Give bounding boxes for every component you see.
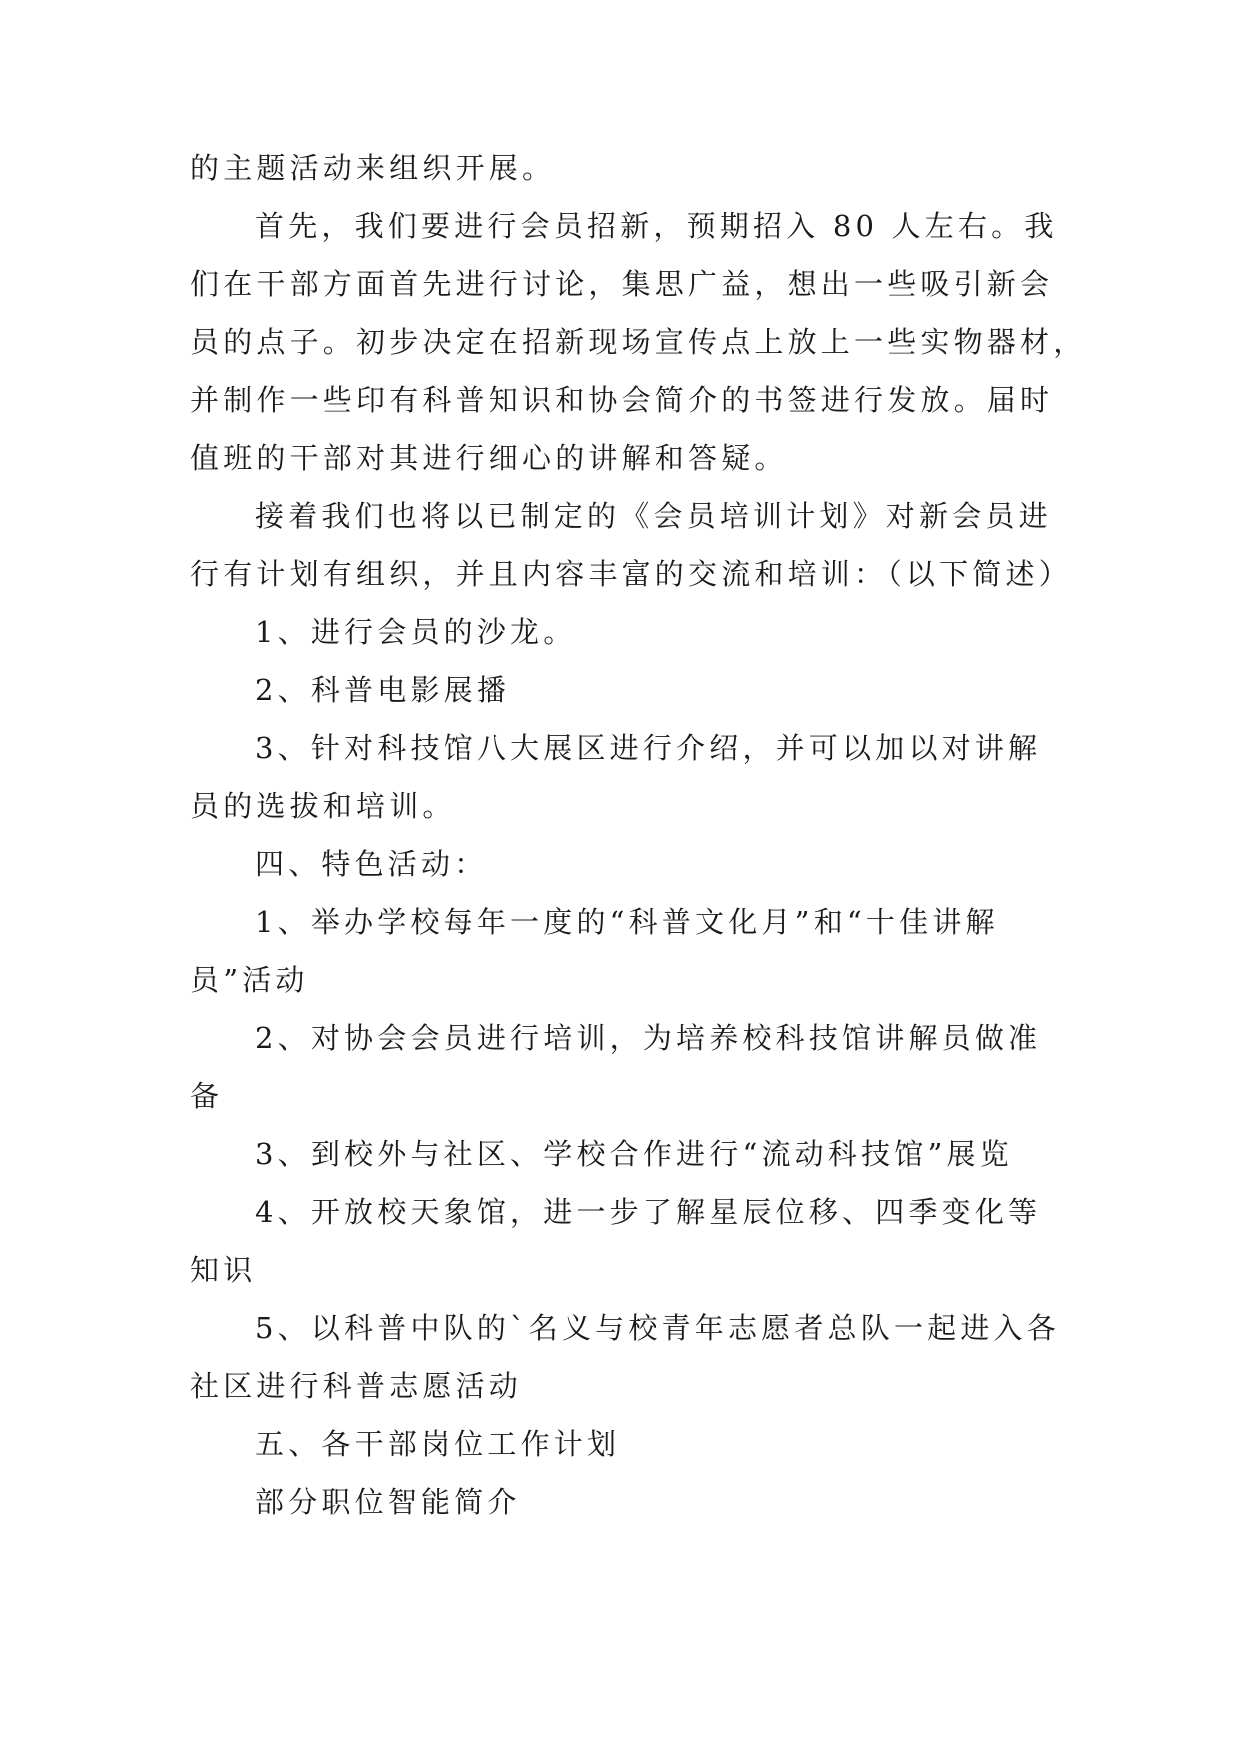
- text-line: 员的选拔和培训。: [190, 789, 456, 823]
- text-line: 的主题活动来组织开展。: [190, 151, 556, 185]
- list-item: 1、进行会员的沙龙。: [255, 615, 577, 649]
- text-line: 们在干部方面首先进行讨论，集思广益，想出一些吸引新会: [190, 267, 1054, 301]
- list-item: 1、举办学校每年一度的“科普文化月”和“十佳讲解: [255, 905, 999, 939]
- list-item: 2、对协会会员进行培训，为培养校科技馆讲解员做准: [255, 1021, 1042, 1055]
- text-line: 员”活动: [190, 963, 309, 997]
- text-line: 并制作一些印有科普知识和协会简介的书签进行发放。届时: [190, 383, 1054, 417]
- text-line: 部分职位智能简介: [255, 1485, 521, 1519]
- text-line: 值班的干部对其进行细心的讲解和答疑。: [190, 441, 788, 475]
- list-item: 3、针对科技馆八大展区进行介绍，并可以加以对讲解: [255, 731, 1042, 765]
- section-heading: 四、特色活动：: [255, 847, 488, 881]
- text-line: 接着我们也将以已制定的《会员培训计划》对新会员进: [255, 499, 1052, 533]
- list-item: 2、科普电影展播: [255, 673, 511, 707]
- text-line: 知识: [190, 1253, 257, 1287]
- list-item: 4、开放校天象馆，进一步了解星辰位移、四季变化等: [255, 1195, 1042, 1229]
- list-item: 5、以科普中队的`名义与校青年志愿者总队一起进入各: [255, 1311, 1060, 1345]
- text-line: 社区进行科普志愿活动: [190, 1369, 523, 1403]
- text-line: 行有计划有组织，并且内容丰富的交流和培训：（以下简述）: [190, 557, 1072, 591]
- text-line: 员的点子。初步决定在招新现场宣传点上放上一些实物器材，: [190, 325, 1087, 359]
- text-line: 首先，我们要进行会员招新，预期招入 80 人左右。我: [255, 209, 1058, 243]
- list-item: 3、到校外与社区、学校合作进行“流动科技馆”展览: [255, 1137, 1013, 1171]
- section-heading: 五、各干部岗位工作计划: [255, 1427, 621, 1461]
- text-line: 备: [190, 1079, 224, 1113]
